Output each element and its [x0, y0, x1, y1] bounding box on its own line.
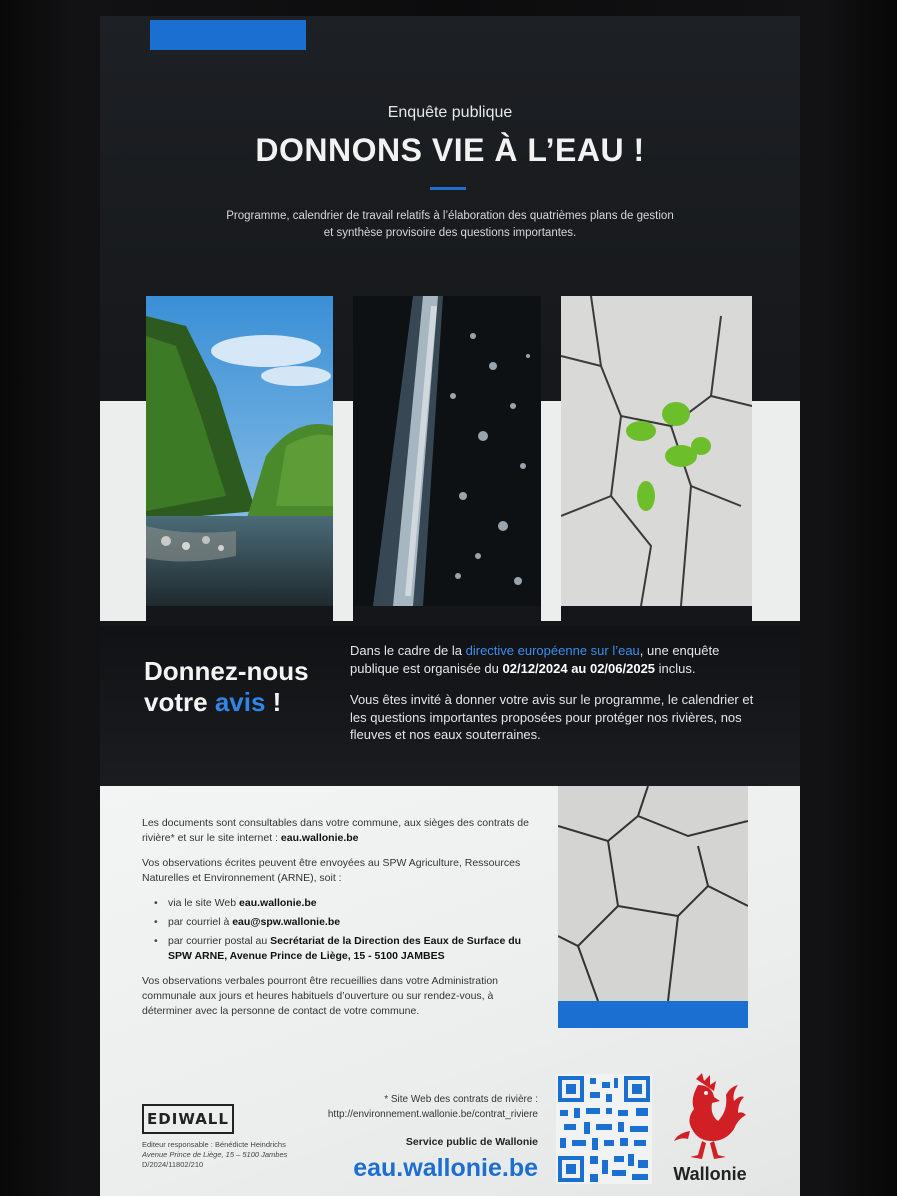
note-url[interactable]: http://environnement.wallonie.be/contrat_riviere	[327, 1109, 538, 1120]
cta-heading-line2: votre	[144, 687, 215, 717]
photo-river	[146, 296, 333, 606]
contact-web-link[interactable]: eau.wallonie.be	[239, 897, 317, 909]
info-paragraph-1	[142, 816, 542, 846]
poster-subtitle: Programme, calendrier de travail relatifs à l’élaboration des quatrièmes plans de gestion et synthèse provisoire des questions importantes.	[226, 210, 674, 239]
info-site-link[interactable]: eau.wallonie.be	[280, 832, 359, 844]
qr-code-icon[interactable]	[556, 1074, 652, 1184]
note-line1: * Site Web des contrats de rivière :	[384, 1094, 538, 1105]
publisher-line2: Avenue Prince de Liège, 15 – 5100 Jambes	[142, 1150, 288, 1159]
contact-post-address: Secrétariat de la Direction des Eaux de Surface du SPW ARNE, Avenue Prince de Liège, 15 - 5100 JAMBES	[168, 935, 522, 962]
cta-p1-part1: Dans le cadre de la	[350, 643, 466, 658]
accent-bar-bottom	[558, 1001, 748, 1028]
contact-email-link[interactable]: eau@spw.wallonie.be	[232, 916, 341, 928]
cta-heading-highlight: avis	[214, 687, 266, 717]
contact-web-label: via le site Web	[168, 897, 240, 909]
title-rule	[430, 187, 466, 190]
river-contracts-note	[308, 1092, 538, 1122]
wallonie-brand: Wallonie	[673, 1164, 747, 1184]
cta-text	[350, 642, 755, 758]
contact-item-email	[154, 915, 542, 930]
poster-title: DONNONS VIE À L’EAU !	[255, 132, 645, 168]
cta-heading-suffix: !	[265, 687, 282, 717]
cta-heading-line1: Donnez-nous	[144, 656, 309, 686]
info-paragraph-3: Vos observations verbales pourront être recueillies dans votre Administration communale aux jours et heures habituels d’ouverture ou sur rendez-vous, à déterminer avec la personne de contact de votre commune.	[142, 975, 499, 1017]
info-text	[142, 816, 542, 1029]
photo-cracked-soil	[558, 786, 748, 1001]
white-strip-mid1	[333, 401, 353, 621]
cta-paragraph-1	[350, 642, 755, 677]
site-url[interactable]: eau.wallonie.be	[353, 1154, 538, 1182]
white-strip-left	[100, 401, 146, 621]
contact-item-post	[154, 934, 542, 964]
service-label: Service public de Wallonie	[405, 1136, 538, 1148]
photo-water-cascade	[353, 296, 541, 606]
contact-item-web	[154, 896, 542, 911]
directive-link[interactable]: directive européenne sur l’eau	[465, 643, 640, 658]
kicker: Enquête publique	[387, 104, 513, 121]
publisher-line1: Editeur responsable : Bénédicte Heindrichs	[142, 1140, 286, 1149]
poster	[100, 16, 800, 1196]
wallonie-rooster-logo	[668, 1071, 748, 1161]
cta-p1-part2: , une enquête publique est organisée du	[350, 643, 720, 676]
cta-p1-part3: inclus.	[655, 660, 696, 676]
cta-heading	[144, 656, 344, 718]
survey-dates: 02/12/2024 au 02/06/2025	[502, 660, 656, 676]
info-paragraph-2: Vos observations écrites peuvent être envoyées au SPW Agriculture, Ressources Naturelles et Environnement (ARNE), soit :	[142, 857, 521, 884]
ediwall-logo: EDIWALL	[142, 1104, 234, 1134]
contact-email-label: par courriel à	[168, 916, 233, 928]
publisher-line3: D/2024/11802/210	[142, 1160, 204, 1169]
accent-bar-top	[150, 20, 306, 50]
photo-cracked-soil-sprout	[561, 296, 752, 606]
cta-paragraph-2: Vous êtes invité à donner votre avis sur le programme, le calendrier et les questions importantes proposées pour protéger nos rivières, nos fleuves et nos eaux souterraines.	[350, 692, 754, 742]
white-strip-right	[752, 401, 800, 621]
white-strip-mid2	[541, 401, 561, 621]
contact-list	[142, 896, 542, 964]
contact-post-label: par courrier postal au	[168, 935, 271, 947]
info-p1-text: Les documents sont consultables dans votre commune, aux sièges des contrats de rivière* et sur le site internet :	[142, 817, 529, 844]
publisher-info	[142, 1140, 322, 1170]
